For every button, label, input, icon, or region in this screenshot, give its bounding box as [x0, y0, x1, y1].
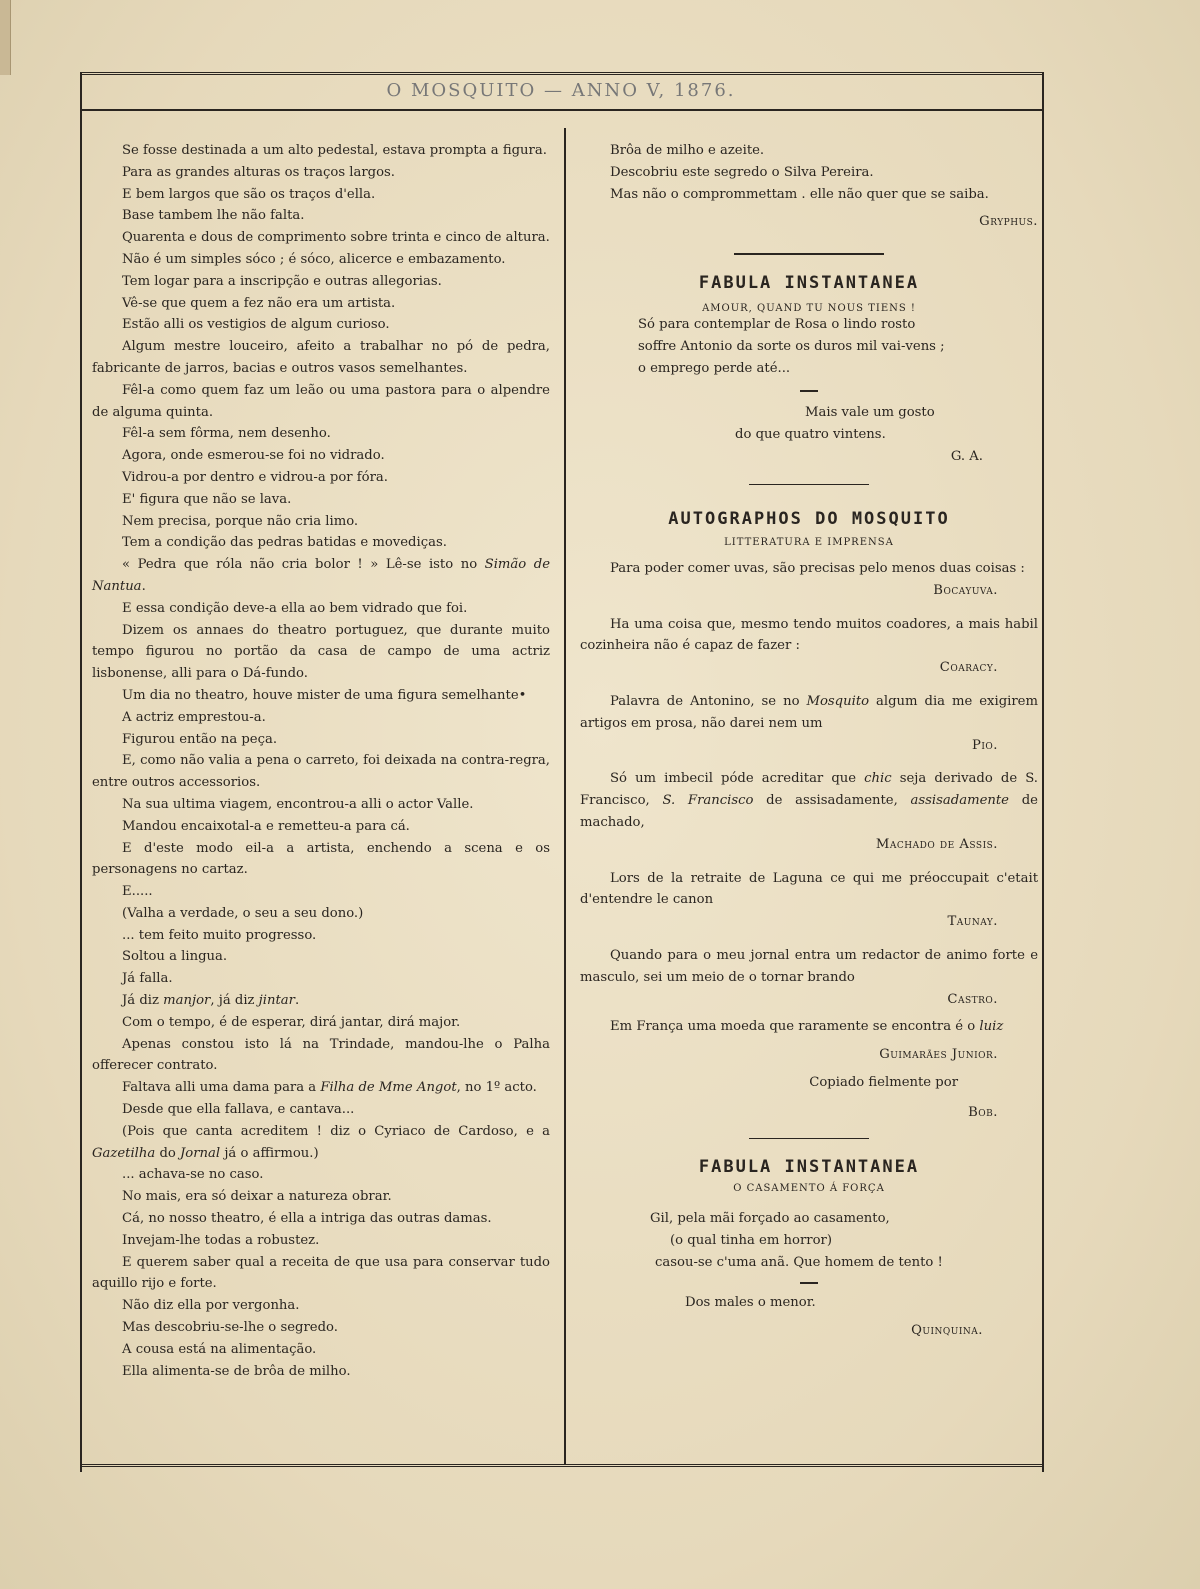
paragraph: ... tem feito muito progresso.	[122, 927, 317, 943]
paragraph: Um dia no theatro, houve mister de uma figura semelhante•	[122, 687, 527, 703]
paragraph: Algum mestre louceiro, afeito a trabalhar no pó de pedra, fabricante de jarros, bacias e outros vasos semelhantes.	[92, 339, 550, 376]
text: Faltava alli uma dama para a	[122, 1080, 321, 1096]
signature: Bocayuva.	[933, 582, 998, 598]
paragraph: No mais, era só deixar a natureza obrar.	[122, 1189, 392, 1205]
text: já o affirmou.)	[220, 1145, 319, 1161]
italic-title: Mosquito	[806, 693, 870, 709]
signature: Taunay.	[947, 914, 998, 930]
verse: casou-se c'uma anã. Que homem de tento !	[655, 1254, 943, 1270]
paragraph: Já falla.	[122, 971, 173, 987]
paragraph: Não é um simples sóco ; é sóco, alicerce e embazamento.	[122, 251, 506, 267]
paragraph: E essa condição deve-a ella ao bem vidrado que foi.	[122, 600, 468, 616]
verse: Gil, pela mãi forçado ao casamento,	[650, 1210, 890, 1226]
paragraph: Invejam-lhe todas a robustez.	[122, 1232, 320, 1248]
paragraph: A actriz emprestou-a.	[122, 709, 266, 725]
paragraph: Cá, no nosso theatro, é ella a intriga das outras damas.	[122, 1211, 492, 1227]
signature: Bob.	[968, 1104, 998, 1120]
autograph-text: Lors de la retraite de Laguna ce qui me préoccupait c'etait d'entendre le canon	[580, 870, 1038, 908]
paragraph: Se fosse destinada a um alto pedestal, estava prompta a figura.	[122, 143, 547, 158]
paragraph: Vê-se que quem a fez não era um artista.	[122, 295, 396, 311]
signature: Machado de Assis.	[875, 836, 998, 852]
paragraph: E bem largos que são os traços d'ella.	[122, 186, 376, 202]
italic-word: chic	[864, 771, 892, 787]
autograph-text: Quando para o meu jornal entra um redactor de animo forte e masculo, sei um meio de o tornar brando	[580, 947, 1038, 985]
text: do	[155, 1145, 181, 1161]
section-subtitle: O CASAMENTO Á FORÇA	[733, 1182, 885, 1194]
paragraph: ... achava-se no caso.	[122, 1167, 264, 1183]
signature: Gryphus.	[979, 214, 1038, 230]
italic-word: jintar	[258, 993, 295, 1009]
signature: G. A.	[950, 449, 983, 465]
text: Palavra de Antonino, se no	[610, 693, 807, 709]
text: , já diz	[210, 993, 259, 1009]
italic-word: S. Francisco	[662, 793, 754, 809]
paragraph: Dizem os annaes do theatro portuguez, que durante muito tempo figurou no portão da casa de campo de uma actriz lisbonense, alli para o Dá-fundo.	[92, 622, 550, 682]
paragraph: Base tambem lhe não falta.	[122, 208, 305, 224]
paragraph: E.....	[122, 884, 153, 900]
text: seja derivado de S. Francisco,	[580, 771, 1038, 809]
paragraph: Nem precisa, porque não cria limo.	[122, 513, 359, 529]
verse: (o qual tinha em horror)	[670, 1232, 832, 1248]
paragraph: Figurou então na peça.	[122, 731, 278, 747]
moral: Mais vale um gosto	[805, 405, 935, 421]
autograph-text	[580, 768, 1038, 833]
paragraph: E querem saber qual a receita de que usa para conservar tudo aquillo rijo e forte.	[92, 1254, 550, 1292]
text: (Pois que canta acreditem ! diz o Cyriaco de Cardoso, e a	[122, 1123, 550, 1139]
column-divider	[564, 128, 566, 1464]
paragraph: Brôa de milho e azeite.	[610, 143, 765, 158]
italic-title: Gazetilha	[92, 1145, 156, 1161]
italic-word: manjor	[163, 993, 211, 1009]
paragraph: Tem a condição das pedras batidas e movediças.	[122, 535, 447, 551]
paragraph: Para as grandes alturas os traços largos.	[122, 164, 396, 180]
text: Só um imbecil póde acreditar que	[610, 771, 865, 787]
text: de assisadamente,	[753, 793, 911, 809]
text: , no 1º acto.	[456, 1080, 537, 1096]
paragraph: A cousa está na alimentação.	[122, 1341, 317, 1357]
verse: o emprego perde até...	[638, 361, 791, 377]
paragraph: Estão alli os vestigios de algum curioso.	[122, 317, 390, 333]
paragraph: E' figura que não se lava.	[122, 491, 292, 507]
copied-note: Copiado fielmente por	[809, 1074, 958, 1090]
paragraph: Não diz ella por vergonha.	[122, 1298, 300, 1314]
text: « Pedra que róla não cria bolor ! » Lê-se isto no	[122, 557, 485, 573]
moral: do que quatro vintens.	[735, 427, 886, 443]
right-column	[580, 140, 1038, 1341]
paragraph: Soltou a lingua.	[122, 949, 228, 965]
text: Em França uma moeda que raramente se encontra é o	[610, 1019, 980, 1035]
paragraph: Tem logar para a inscripção e outras allegorias.	[122, 273, 442, 289]
paragraph: E, como não valia a pena o carreto, foi deixada na contra-regra, entre outros accessorios.	[92, 753, 550, 791]
section-subtitle: LITTERATURA E IMPRENSA	[724, 536, 894, 548]
signature: Pio.	[972, 737, 998, 753]
paragraph: E d'este modo eil-a a artista, enchendo a scena e os personagens no cartaz.	[92, 840, 550, 878]
running-header	[80, 72, 1042, 111]
verse: soffre Antonio da sorte os duros mil vai-vens ;	[638, 339, 945, 355]
section-title: AUTOGRAPHOS DO MOSQUITO	[668, 508, 950, 529]
signature: Coaracy.	[939, 660, 998, 676]
text: de machado,	[580, 793, 1038, 830]
paragraph: (Valha a verdade, o seu a seu dono.)	[122, 905, 364, 921]
italic-title: Jornal	[180, 1145, 221, 1161]
paragraph: Apenas constou isto lá na Trindade, mandou-lhe o Palha offerecer contrato.	[92, 1036, 550, 1074]
paragraph: Ella alimenta-se de brôa de milho.	[122, 1363, 351, 1379]
autograph-text: Ha uma coisa que, mesmo tendo muitos coadores, a mais habil cozinheira não é capaz de fazer :	[580, 616, 1038, 654]
italic-word: luiz	[979, 1019, 1004, 1035]
running-title: O MOSQUITO — ANNO V, 1876.	[386, 80, 736, 101]
section-title: FABULA INSTANTANEA	[698, 273, 920, 294]
italic-title: Filha de Mme Angot	[320, 1080, 457, 1096]
italic-title: Simão de Nantua	[92, 557, 551, 594]
jadiz-paragraph	[92, 990, 550, 1012]
text: .	[294, 993, 300, 1009]
quote-paragraph	[92, 554, 550, 598]
italic-word: assisadamente	[910, 793, 1009, 809]
moral: Dos males o menor.	[685, 1294, 816, 1310]
text: algum dia me exigirem artigos em prosa, não darei nem um	[580, 693, 1038, 731]
section-subtitle: AMOUR, QUAND TU NOUS TIENS !	[702, 303, 916, 315]
verse: Só para contemplar de Rosa o lindo rosto	[638, 317, 916, 333]
text: Já diz	[122, 993, 164, 1009]
paragraph: Com o tempo, é de esperar, dirá jantar, dirá major.	[122, 1014, 461, 1030]
text: .	[141, 578, 146, 594]
paragraph: Na sua ultima viagem, encontrou-a alli o actor Valle.	[122, 796, 474, 812]
pois-paragraph	[92, 1121, 550, 1165]
faltava-paragraph	[92, 1077, 550, 1099]
autograph-text: Para poder comer uvas, são precisas pelo menos duas coisas :	[610, 560, 1025, 576]
paragraph: Vidrou-a por dentro e vidrou-a por fóra.	[122, 469, 388, 485]
paragraph: Fêl-a como quem faz um leão ou uma pastora para o alpendre de alguma quinta.	[92, 382, 550, 420]
paragraph: Quarenta e dous de comprimento sobre trinta e cinco de altura.	[122, 230, 550, 246]
signature: Castro.	[947, 991, 998, 1007]
paragraph: Agora, onde esmerou-se foi no vidrado.	[122, 448, 385, 464]
left-column	[92, 140, 550, 1382]
paragraph: Mandou encaixotal-a e remetteu-a para cá.	[122, 818, 410, 834]
bottom-rule	[80, 1464, 1042, 1473]
section-title: FABULA INSTANTANEA	[698, 1156, 920, 1177]
autograph-text	[580, 1016, 1038, 1038]
paragraph: Fêl-a sem fôrma, nem desenho.	[122, 426, 331, 442]
binding-edge	[0, 0, 11, 75]
signature: Quinquina.	[911, 1322, 983, 1338]
paragraph: Mas não o comprommettam . elle não quer que se saiba.	[610, 186, 989, 202]
paragraph: Desde que ella fallava, e cantava...	[122, 1102, 355, 1118]
paragraph: Mas descobriu-se-lhe o segredo.	[122, 1320, 338, 1336]
autograph-text	[580, 691, 1038, 735]
signature: Guimarães Junior.	[879, 1047, 998, 1063]
paragraph: Descobriu este segredo o Silva Pereira.	[610, 164, 874, 180]
